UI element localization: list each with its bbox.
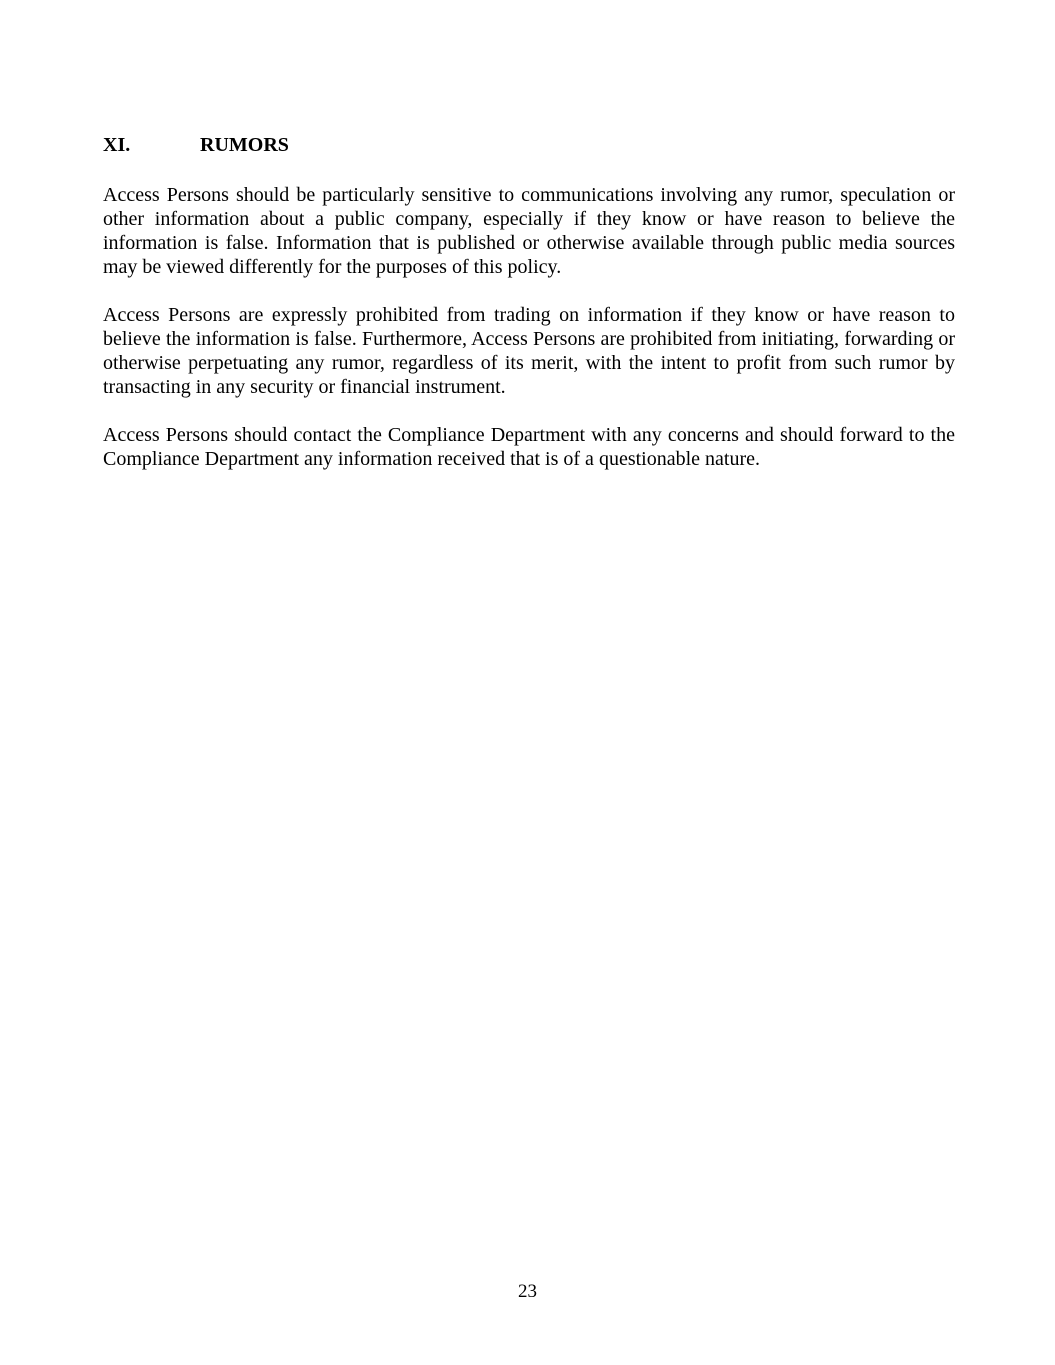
body-paragraph: Access Persons should be particularly sensitive to communications involving any rumor, speculation or other information about a public company, especially if they know or have reason to believe the information is false. Information that is published or otherwise available through public media sources may be viewed differently for the purposes of this policy. — [103, 184, 955, 278]
section-title: RUMORS — [200, 134, 289, 156]
body-paragraph: Access Persons should contact the Compliance Department with any concerns and should forward to the Compliance Department any information received that is of a questionable nature. — [103, 424, 955, 470]
page-content — [103, 133, 955, 495]
page-number: 23 — [518, 1281, 537, 1302]
section-heading — [103, 133, 955, 157]
section-number: XI. — [103, 134, 131, 156]
body-paragraph: Access Persons are expressly prohibited from trading on information if they know or have reason to believe the information is false. Furthermore, Access Persons are prohibited from initiating, forwarding or otherwise perpetuating any rumor, regardless of its merit, with the intent to profit from such rumor by transacting in any security or financial instrument. — [103, 304, 955, 398]
